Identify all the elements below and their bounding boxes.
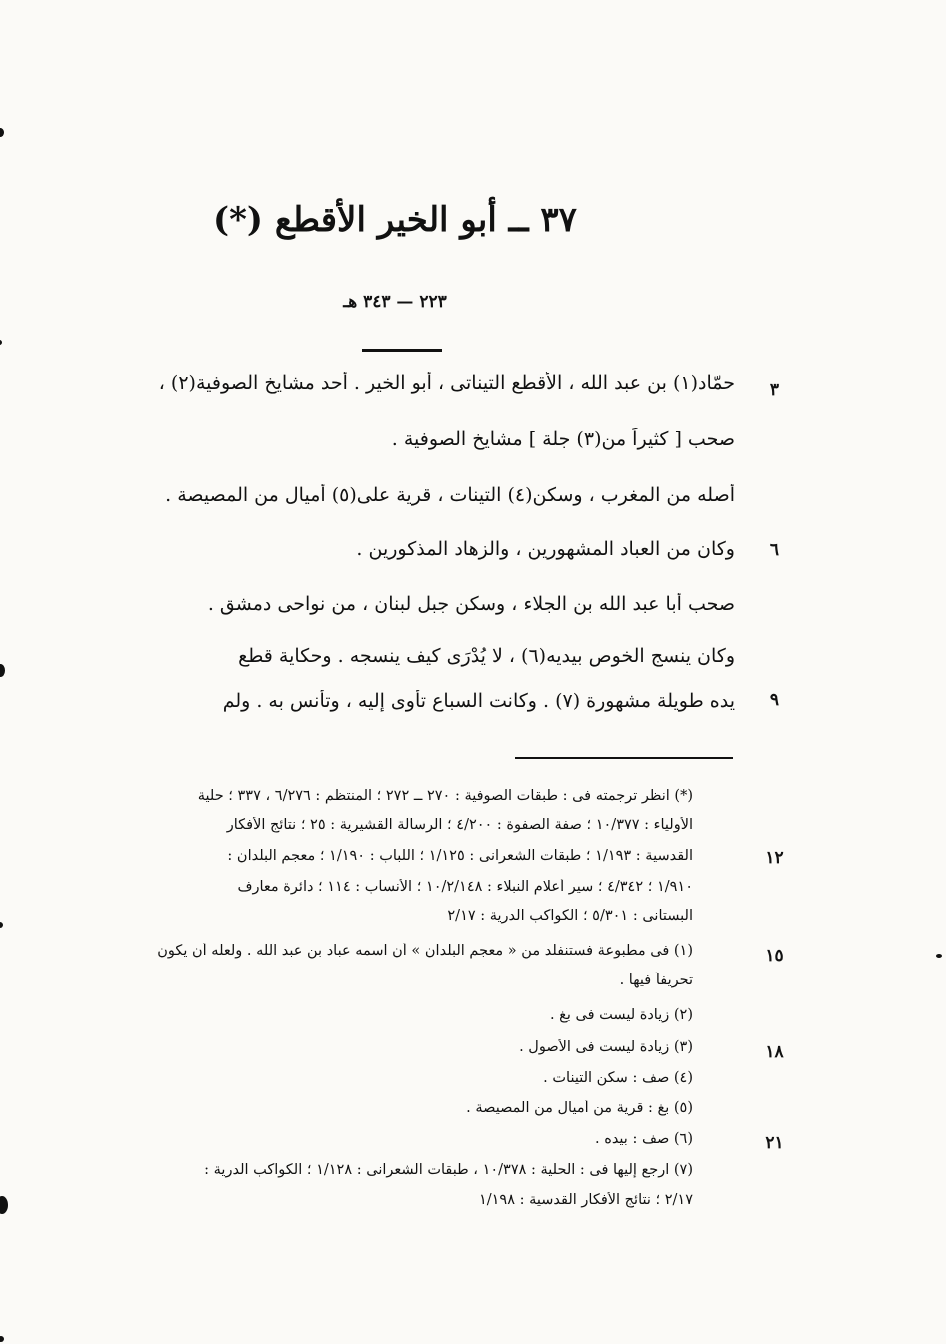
footnote-line: (٢) زيادة ليست فى بغ . [549,1007,693,1023]
footnote-line: (٥) بغ : قرية من أميال من المصيصة . [466,1100,693,1116]
footnote-line: تحريفاً فيها . [619,972,693,988]
footnote-line: (٤) صف : سكن التينات . [543,1070,693,1086]
footnote-line: ١/٩١٠ ؛ ٤/٣٤٢ ؛ سير أعلام النبلاء : ١٠/٢/١٤٨ ؛ الأنساب : ١١٤ ؛ دائرة معارف [237,879,693,895]
line-number: ٢١ [765,1133,784,1153]
footnote-line: (٦) صف : بيده . [595,1131,693,1147]
footnote-line: ٢/١٧ ؛ نتائج الأفكار القدسية : ١/١٩٨ [478,1192,693,1208]
line-number: ١٢ [765,848,784,868]
title-divider [362,349,442,352]
line-number: ١٥ [765,946,784,966]
body-line-5: صحب أبا عبد الله بن الجلاء ، وسكن جبل لبنان ، من نواحى دمشق . [207,593,735,615]
scan-mark [936,954,942,958]
scan-mark [0,1336,4,1342]
body-line-3: أصله من المغرب ، وسكن(٤) التينات ، قرية على(٥) أميال من المصيصة . [165,484,735,506]
footnote-line: القدسية : ١/١٩٣ ؛ طبقات الشعرانى : ١/١٢٥ ؛ اللباب : ١/١٩٠ ؛ معجم البلدان : [227,848,693,864]
footnote-line: (٧) ارجع إليها فى : الحلية : ١٠/٣٧٨ ، طبقات الشعرانى : ١/١٢٨ ؛ الكواكب الدرية : [204,1162,693,1178]
scan-mark [0,340,2,345]
footnote-line: (٣) زيادة ليست فى الأصول . [519,1039,693,1055]
body-line-4: وكان من العباد المشهورين ، والزهاد المذكورين . [356,538,735,560]
footnote-divider [515,757,733,759]
footnote-line: (*) انظر ترجمته فى : طبقات الصوفية : ٢٧٠ ــ ٢٧٢ ؛ المنتظم : ٦/٢٧٦ ، ٣٣٧ ؛ حلية [197,788,693,804]
line-number: ٦ [769,540,780,560]
body-line-2: صحب [ كثيراً من(٣) جلة ] مشايخ الصوفية . [391,428,735,450]
footnote-line: البستانى : ٥/٣٠١ ؛ الكواكب الدرية : ٢/١٧ [447,908,693,924]
chapter-dates: ٢٢٣ — ٣٤٣ هـ [343,292,447,312]
line-number: ٩ [769,690,780,710]
body-line-7: يده طويلة مشهورة (٧) . وكانت السباع تأوى إليه ، وتأنس به . ولم [222,690,735,712]
scan-mark [0,922,3,928]
scan-mark [0,1196,8,1214]
footnote-line: (١) فى مطبوعة فستنفلد من « معجم البلدان » أن اسمه عباد بن عبد الله . ولعله أن يكون [157,943,693,959]
footnote-line: الأولياء : ١٠/٣٧٧ ؛ صفة الصفوة : ٤/٢٠٠ ؛ الرسالة القشيرية : ٢٥ ؛ نتائج الأفكار [226,817,693,833]
scan-mark [0,664,5,677]
scan-mark [0,128,4,137]
line-number: ١٨ [765,1042,784,1062]
chapter-title: ٣٧ ــ أبو الخير الأقطع (*) [213,200,577,240]
body-line-6: وكان ينسج الخوص بيديه(٦) ، لا يُدْرَى كيف ينسجه . وحكاية قطع [238,645,735,667]
body-line-1: حمّاد(١) بن عبد الله ، الأقطع التيناتى ، أبو الخير . أحد مشايخ الصوفية(٢) ، [158,372,735,394]
line-number: ٣ [769,380,780,400]
